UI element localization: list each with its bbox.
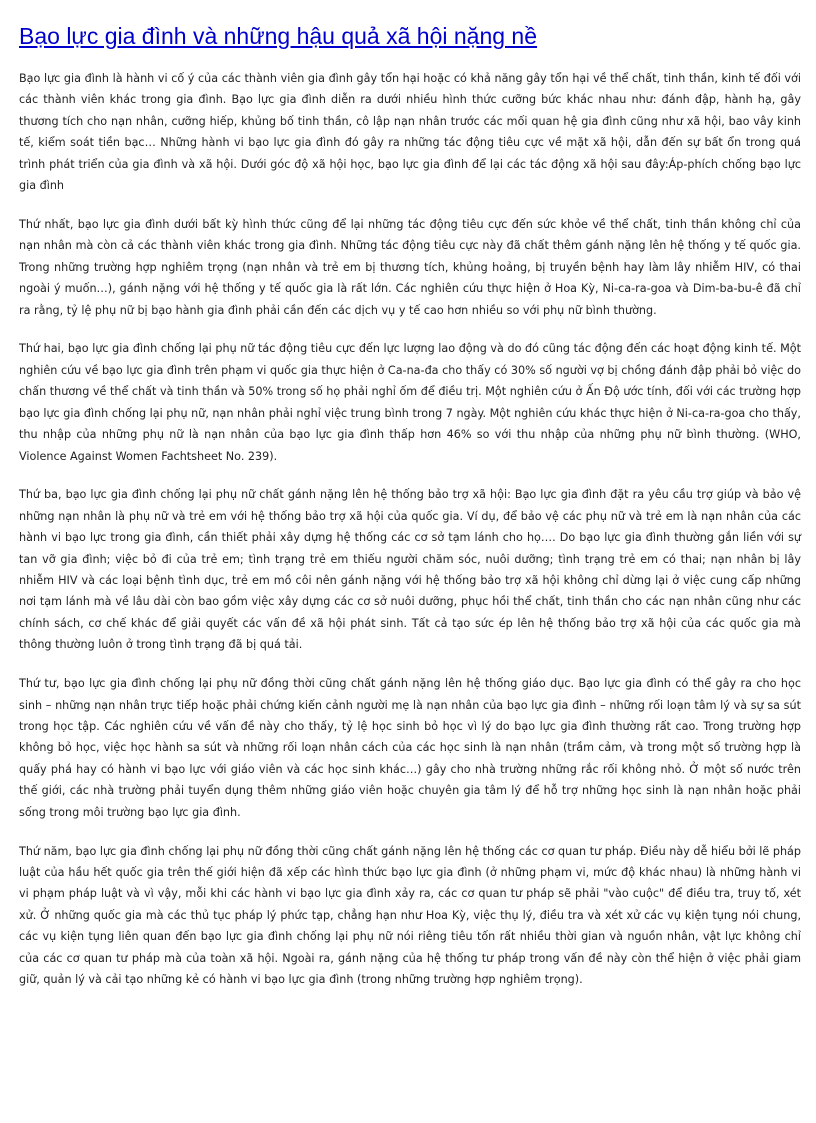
paragraph-intro: Bạo lực gia đình là hành vi cố ý của các thành viên gia đình gây tổn hại hoặc có khả năng gây tổn hại về thể chất, tinh thần, kinh tế đối với các thành viên khác trong gia đình. Bạo lực gia đình diễn ra dưới nhiều hình thức cưỡng bức khác nhau như: đánh đập, hành hạ, gây thương tích cho nạn nhân, cưỡng hiếp, khủng bố tinh thần, cô lập nạn nhân trước các mối quan hệ gia đình cũng như xã hội, bao vây kinh tế, kiểm soát tiền bạc… Những hành vi bạo lực gia đình đó gây ra những tác động tiêu cực về mặt xã hội, dẫn đến sự bất ổn trong quá trình phát triển của gia đình và xã hội. Dưới góc độ xã hội học, bạo lực gia đình để lại các tác động xã hội sau đây:Áp-phích chống bạo lực gia đình <box>19 72 801 193</box>
paragraph-first: Thứ nhất, bạo lực gia đình dưới bất kỳ hình thức cũng để lại những tác động tiêu cực đến sức khỏe về thể chất, tinh thần không chỉ của nạn nhân mà còn cả các thành viên khác trong gia đình. Những tác động tiêu cực này đã chất thêm gánh nặng lên hệ thống y tế quốc gia. Trong những trường hợp nghiêm trọng (nạn nhân và trẻ em bị thương tích, khủng hoảng, bị truyền bệnh hay làm lây nhiễm HIV, có thai ngoài ý muốn…), gánh nặng với hệ thống y tế quốc gia là rất lớn. Các nghiên cứu thực hiện ở Hoa Kỳ, Ni-ca-ra-goa và Dim-ba-bu-ê đã chỉ ra rằng, tỷ lệ phụ nữ bị bạo hành gia đình phải cần đến các dịch vụ y tế cao hơn nhiều so với phụ nữ bình thường. <box>19 217 801 317</box>
paragraph-fourth: Thứ tư, bạo lực gia đình chống lại phụ nữ đồng thời cũng chất gánh nặng lên hệ thống giáo dục. Bạo lực gia đình có thể gây ra cho học sinh – những nạn nhân trực tiếp hoặc phải chứng kiến cảnh người mẹ là nạn nhân của bạo lực gia đình – những rối loạn tâm lý và sự sa sút trong học tập. Các nghiên cứu về vấn đề này cho thấy, tỷ lệ học sinh bỏ học vì lý do bạo lực gia đình thường rất cao. Trong trường hợp không bỏ học, việc học hành sa sút và những rối loạn nhân cách của các học sinh là nạn nhân (trầm cảm, và trong một số trường hợp là quấy phá hay có hành vi bạo lực với giáo viên và các học sinh khác…) gây cho nhà trường những rắc rối không nhỏ. Ở một số nước trên thế giới, các nhà trường phải tuyển dụng thêm những giáo viên hoặc chuyên gia tâm lý để hỗ trợ những học sinh là nạn nhân hoặc phải sống trong môi trường bạo lực gia đình. <box>19 677 801 819</box>
page-title[interactable]: Bạo lực gia đình và những hậu quả xã hội nặng nề <box>19 23 538 49</box>
paragraph-fifth: Thứ năm, bạo lực gia đình chống lại phụ nữ đồng thời cũng chất gánh nặng lên hệ thống các cơ quan tư pháp. Điều này dễ hiểu bởi lẽ pháp luật của hầu hết quốc gia trên thế giới hiện đã xếp các hình thức bạo lực gia đình (ở những phạm vi, mức độ khác nhau) là những hành vi vi phạm pháp luật và vì vậy, mỗi khi các hành vi bạo lực gia đình xảy ra, các cơ quan tư pháp sẽ phải "vào cuộc" để điều tra, truy tố, xét xử. Ở những quốc gia mà các thủ tục pháp lý phức tạp, chẳng hạn như Hoa Kỳ, việc thụ lý, điều tra và xét xử các vụ kiện tụng nói chung, các vụ kiện tụng liên quan đến bạo lực gia đình chống lại phụ nữ nói riêng tiêu tốn rất nhiều thời gian và nguồn nhân, vật lực không chỉ của các cơ quan tư pháp mà của toàn xã hội. Ngoài ra, gánh nặng của hệ thống tư pháp trong vấn đề này còn thể hiện ở việc phải giam giữ, quản lý và cải tạo những kẻ có hành vi bạo lực gia đình (trong những trường hợp nghiêm trọng). <box>19 844 801 986</box>
document-page <box>19 22 801 1008</box>
paragraph-second: Thứ hai, bạo lực gia đình chống lại phụ nữ tác động tiêu cực đến lực lượng lao động và do đó cũng tác động đến các hoạt động kinh tế. Một nghiên cứu về bạo lực gia đình trên phạm vi quốc gia thực hiện ở Ca-na-đa cho thấy có 30% số người vợ bị chồng đánh đập phải bỏ việc do chấn thương về thể chất và tinh thần và 50% trong số họ phải nghỉ ốm để điều trị. Một nghiên cứu ở Ấn Độ ước tính, đối với các trường hợp bạo lực gia đình chống lại phụ nữ, nạn nhân phải nghỉ việc trung bình trong 7 ngày. Một nghiên cứu khác thực hiện ở Ni-ca-ra-goa cho thấy, thu nhập của những phụ nữ là nạn nhân của bạo lực gia đình thấp hơn 46% so với thu nhập của những phụ nữ bình thường. (WHO, Violence Against Women Fachtsheet No. 239). <box>19 342 801 463</box>
paragraph-third: Thứ ba, bạo lực gia đình chống lại phụ nữ chất gánh nặng lên hệ thống bảo trợ xã hội: Bạo lực gia đình đặt ra yêu cầu trợ giúp và bảo vệ những nạn nhân là phụ nữ và trẻ em với hệ thống bảo trợ xã hội của quốc gia. Ví dụ, để bảo vệ các phụ nữ và trẻ em là nạn nhân của các hành vi bạo lực trong gia đình, cần thiết phải xây dựng hệ thống các cơ sở tạm lánh cho họ…. Do bạo lực gia đình thường gắn liền với sự tan vỡ gia đình; việc bỏ đi của trẻ em; tình trạng trẻ em thiếu người chăm sóc, nuôi dưỡng; tình trạng trẻ em có thai; nạn nhân bị lây nhiễm HIV và các loại bệnh tình dục, trẻ em mồ côi nên gánh nặng với hệ thống bảo trợ xã hội không chỉ dừng lại ở việc cung cấp những nơi tạm lánh mà về lâu dài còn bao gồm việc xây dựng các cơ sở nuôi dưỡng, phục hồi thể chất, tinh thần cho các nạn nhân cũng như các chính sách, cơ chế khác để giải quyết các vấn đề xã hội phát sinh. Tất cả tạo sức ép lên hệ thống bảo trợ xã hội của các quốc gia mà thông thường luôn ở trong tình trạng đã bị quá tải. <box>19 488 801 652</box>
